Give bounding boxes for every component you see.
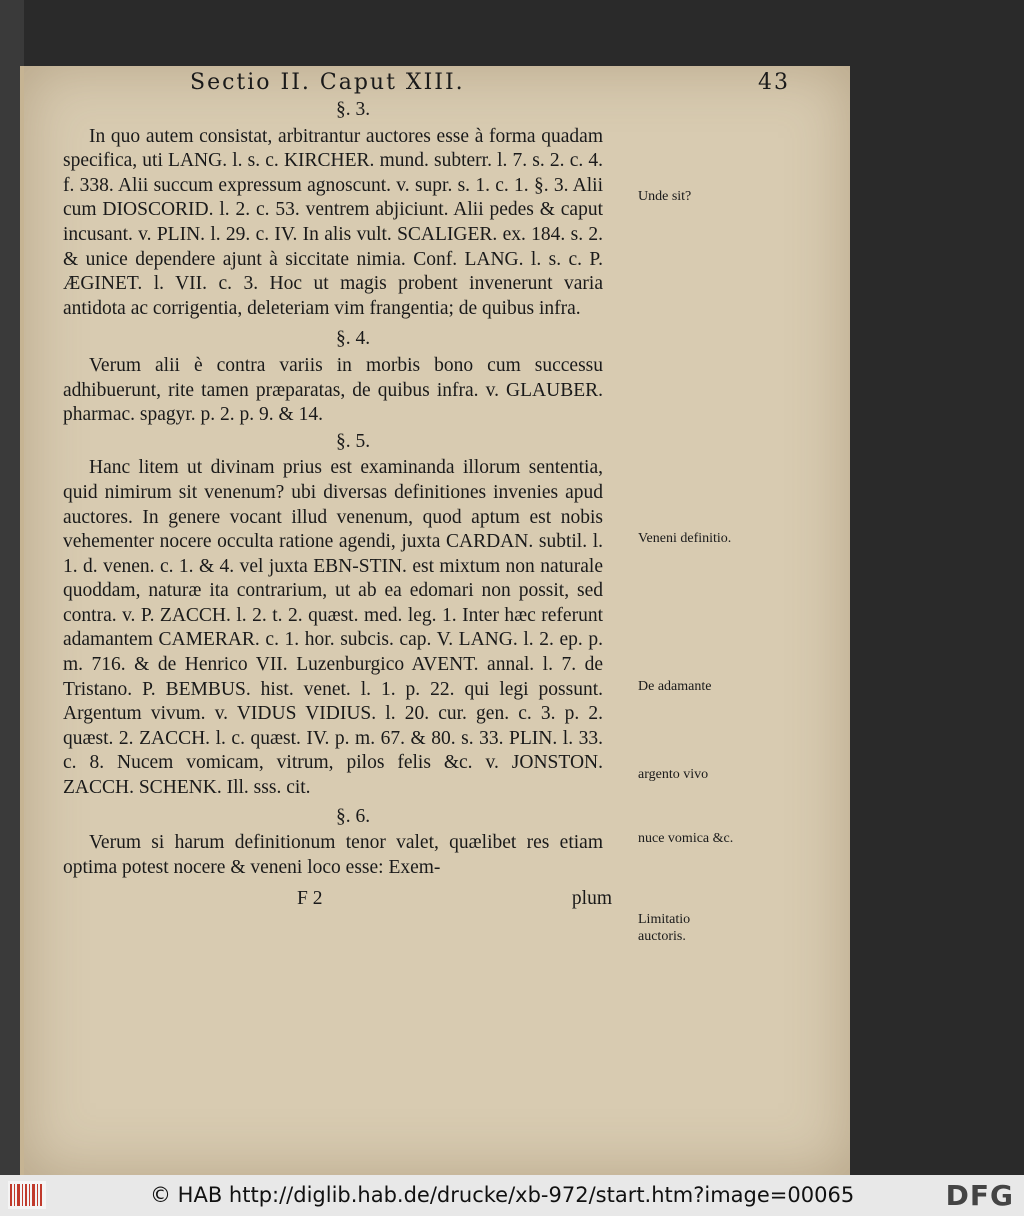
margin-note-veneni-definitio: Veneni definitio.: [638, 531, 732, 546]
page-number: 43: [758, 70, 790, 95]
margin-note-limitatio: Limitatio auctoris.: [638, 912, 691, 944]
margin-note-nuce-vomica: nuce vomica &c.: [638, 831, 734, 846]
margin-note-de-adamante: De adamante: [638, 679, 712, 694]
viewer-footer: [0, 1175, 1024, 1216]
running-header: [190, 70, 790, 95]
section-6-text: Verum si harum definitionum tenor valet, quælibet res etiam optima potest nocere & veneni loco esse: Exem-: [63, 832, 603, 878]
section-4-mark: §. 4.: [335, 328, 371, 350]
copyright-link[interactable]: © HAB http://diglib.hab.de/drucke/xb-972/start.htm?image=00065: [150, 1183, 855, 1207]
running-title: Sectio II. Caput XIII.: [190, 70, 465, 95]
section-6-paragraph: [63, 831, 603, 880]
margin-note-argento-vivo: argento vivo: [638, 767, 709, 782]
margin-note-unde-sit: Unde sit?: [638, 189, 692, 204]
barcode-icon: [8, 1181, 46, 1209]
section-4-text: Verum alii è contra variis in morbis bono cum successu adhibuerunt, rite tamen præparatas, de quibus infra. v. GLAUBER. pharmac. spagyr. p. 2. p. 9. & 14.: [63, 354, 603, 426]
section-3-mark: §. 3.: [335, 99, 371, 120]
signature-mark: F 2: [297, 888, 323, 909]
dfg-logo: DFG: [945, 1179, 1014, 1212]
section-5-paragraph: [63, 456, 603, 800]
page-text: [63, 96, 603, 880]
catchword: plum: [571, 888, 612, 909]
section-3-text: In quo autem consistat, arbitrantur auctores esse à forma quadam specifica, uti LANG. l. s. c. KIRCHER. mund. subterr. l. 7. s. 2. c. 4. f. 338. Alii succum expressum agnoscunt. v. supr. s. 1. c. 1. §. 3. Alii cum DIOSCORID. l. 2. c. 53. ventrem abjiciunt. Alii pedes & caput incusant. v. PLIN. l. 29. c. IV. In alis vult. SCALIGER. ex. 184. s. 2. & unice dependere ajunt à siccitate nimia. Conf. LANG. l. s. c. P. ÆGINET. l. VII. c. 3. Hoc ut magis probent invenerunt varia antidota ac corrigentia, deleteriam vim frangentia; de quibus infra.: [63, 125, 603, 319]
section-6-mark: §. 6.: [335, 805, 371, 827]
section-4-paragraph: [63, 354, 603, 428]
section-5-text: Hanc litem ut divinam prius est examinanda illorum sententia, quid nimirum sit venenum? ubi diversas definitiones invenies apud auctores. In genere vocant illud venenum, quod aptum est nobis vehementer nocere occulta ratione agendi, juxta CARDAN. subtil. l. 1. d. venen. c. 1. & 4. vel juxta EBN-STIN. est mixtum non naturale quoddam, naturæ ita contrarium, ut ab ea edomari non possit, sed contra. v. P. ZACCH. l. 2. t. 2. quæst. med. leg. 1. Inter hæc referunt adamantem CAMERAR. c. 1. hor. subcis. cap. V. LANG. l. 2. ep. p. m. 716. & de Henrico VII. Luzenburgico AVENT. annal. l. 7. de Tristano. P. BEMBUS. hist. venet. l. 1. p. 22. qui legi possunt. Argentum vivum. v. VIDUS VIDIUS. l. 20. cur. gen. c. 3. p. 2. quæst. 2. ZACCH. l. c. quæst. IV. p. m. 67. & 80. s. 33. PLIN. l. 33. c. 8. Nucem vomicam, vitrum, pilos felis &c. v. JONSTON. ZACCH. SCHENK. Ill. sss. cit.: [63, 457, 603, 799]
section-5-mark: §. 5.: [335, 430, 371, 452]
section-3-paragraph: [63, 125, 603, 322]
